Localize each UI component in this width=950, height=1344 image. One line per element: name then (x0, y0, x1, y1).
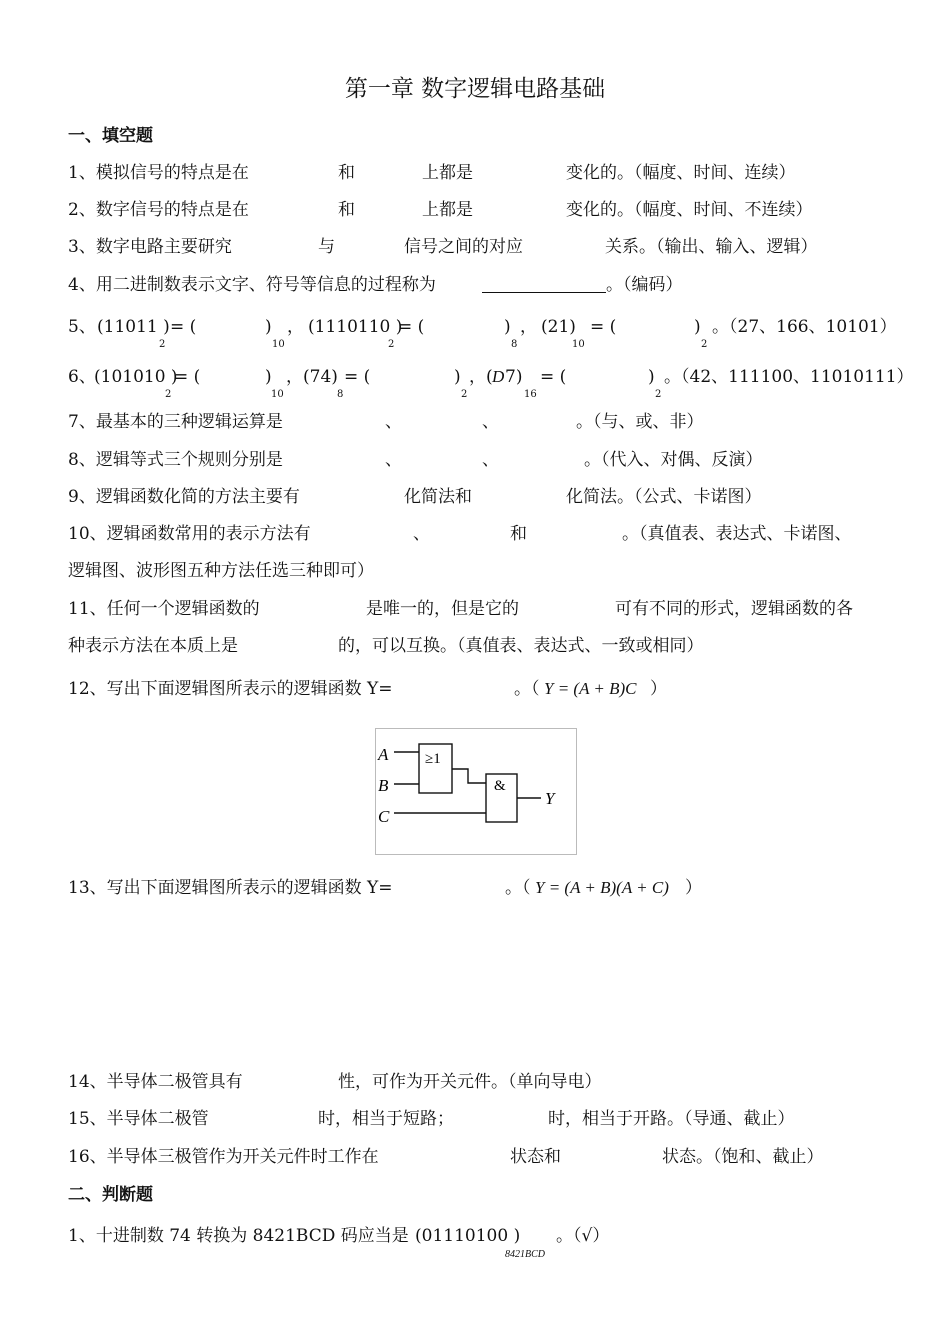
question-10-part-a: 10、逻辑函数常用的表示方法有 (68, 524, 311, 544)
question-16-part-a: 16、半导体三极管作为开关元件时工作在 (68, 1147, 379, 1167)
q5-sep-2: ， (520, 317, 537, 337)
question-1-part-a: 1、模拟信号的特点是在 (68, 163, 249, 183)
logic-diagram-svg (376, 729, 576, 854)
q6-answer: 。（42、111100、11010111） (664, 367, 914, 387)
question-15-part-c: 时，相当于开路。（导通、截止） (548, 1109, 795, 1129)
q5-close-3: ) (694, 317, 701, 337)
q5-base-4: 8 (511, 339, 518, 350)
question-14-part-a: 14、半导体二极管具有 (68, 1072, 243, 1092)
question-9-part-b: 化简法和 (404, 487, 472, 507)
q6-close-2: ) (454, 367, 461, 387)
judgement-1-part-b: 。（√） (556, 1226, 610, 1246)
question-12-part-b: 。（ (514, 679, 540, 699)
page-title: 第一章 数字逻辑电路基础 (344, 76, 606, 102)
q6-equals-1: = ( (174, 367, 201, 387)
question-11-part-e: 的，可以互换。（真值表、表达式、一致或相同） (338, 636, 704, 656)
question-7-part-c: 、 (482, 412, 499, 432)
q5-equals-1: = ( (170, 317, 197, 337)
question-13-part-b: 。（ (505, 878, 531, 898)
question-13-equation: Y = (A + B)(A + C) (535, 878, 669, 897)
question-2-part-c: 上都是 (422, 200, 473, 220)
q5-number-2: (1110110 ) (308, 317, 403, 337)
q5-base-2: 10 (272, 339, 285, 350)
question-11-part-c: 可有不同的形式，逻辑函数的各 (615, 599, 853, 619)
question-12-part-a: 12、写出下面逻辑图所表示的逻辑函数 Y= (68, 679, 393, 699)
question-1-part-c: 上都是 (422, 163, 473, 183)
question-1-part-b: 和 (338, 163, 355, 183)
question-6-label: 6、 (68, 367, 96, 387)
q6-number-1: (101010 ) (94, 367, 178, 387)
q6-close-1: ) (265, 367, 272, 387)
q5-number-3: (21) (541, 317, 576, 337)
q6-close-3: ) (648, 367, 655, 387)
question-3-part-d: 关系。（输出、输入、逻辑） (605, 237, 818, 257)
question-13-part-c: ） (685, 878, 702, 898)
question-12-equation: Y = (A + B)C (544, 679, 637, 698)
q6-base-5: 16 (524, 389, 537, 400)
judgement-1-base: 8421BCD (505, 1249, 545, 1260)
q5-sep-1: ， (287, 317, 304, 337)
or-gate-symbol: ≥1 (425, 751, 441, 767)
question-13-part-a: 13、写出下面逻辑图所表示的逻辑函数 Y= (68, 878, 393, 898)
q6-base-2: 10 (271, 389, 284, 400)
section-heading-fill-in: 一、填空题 (68, 126, 153, 146)
q6-base-4: 2 (461, 389, 468, 400)
question-1-part-d: 变化的。（幅度、时间、连续） (566, 163, 796, 183)
question-10-part-d: 。（真值表、表达式、卡诺图、 (622, 524, 852, 544)
q6-number-3-rest: 7) (505, 367, 523, 387)
question-12-part-c: ） (650, 679, 667, 699)
question-8-part-a: 8、逻辑等式三个规则分别是 (68, 450, 283, 470)
wire-or-output (452, 769, 486, 783)
judgement-1-number: (01110100 ) (415, 1226, 521, 1246)
q5-close-1: ) (265, 317, 272, 337)
q6-equals-3: = ( (540, 367, 567, 387)
question-7-part-b: 、 (385, 412, 402, 432)
question-15-part-b: 时，相当于短路； (318, 1109, 454, 1129)
input-b-label: B (378, 776, 389, 795)
question-10-part-e: 逻辑图、波形图五种方法任选三种即可） (68, 561, 374, 581)
q5-close-2: ) (504, 317, 511, 337)
question-3-part-c: 信号之间的对应 (404, 237, 523, 257)
q6-number-3-open: ( (486, 367, 493, 387)
question-2-part-b: 和 (338, 200, 355, 220)
question-4-part-a: 4、用二进制数表示文字、符号等信息的过程称为 (68, 275, 436, 295)
question-16-part-c: 状态。（饱和、截止） (662, 1147, 824, 1167)
question-16-part-b: 状态和 (510, 1147, 561, 1167)
q5-base-6: 2 (701, 339, 708, 350)
question-10-part-b: 、 (413, 524, 430, 544)
question-4-part-b: 。（编码） (606, 275, 683, 295)
question-10-part-c: 和 (510, 524, 527, 544)
question-7-part-d: 。（与、或、非） (576, 412, 704, 432)
input-a-label: A (378, 745, 389, 764)
question-9-part-a: 9、逻辑函数化简的方法主要有 (68, 487, 300, 507)
question-15-part-a: 15、半导体二极管 (68, 1109, 209, 1129)
q5-base-3: 2 (388, 339, 395, 350)
judgement-1-part-a: 1、十进制数 74 转换为 8421BCD 码应当是 (68, 1226, 409, 1246)
answer-blank-line (482, 292, 606, 293)
q6-sep-2: ， (469, 367, 486, 387)
q6-base-3: 8 (337, 389, 344, 400)
q6-number-3-letter: D (492, 367, 505, 386)
question-14-part-b: 性，可作为开关元件。（单向导电） (338, 1072, 602, 1092)
output-y-label: Y (545, 789, 555, 808)
q6-sep-1: ， (286, 367, 303, 387)
question-3-part-b: 与 (318, 237, 335, 257)
question-9-part-c: 化简法。（公式、卡诺图） (566, 487, 762, 507)
q5-equals-2: = ( (398, 317, 425, 337)
q5-base-5: 10 (572, 339, 585, 350)
question-8-part-d: 。（代入、对偶、反演） (584, 450, 763, 470)
q5-equals-3: = ( (590, 317, 617, 337)
q6-equals-2: = ( (344, 367, 371, 387)
q5-answer: 。（27、166、10101） (712, 317, 897, 337)
question-11-part-d: 种表示方法在本质上是 (68, 636, 238, 656)
question-11-part-a: 11、任何一个逻辑函数的 (68, 599, 260, 619)
q5-base-1: 2 (159, 339, 166, 350)
question-3-part-a: 3、数字电路主要研究 (68, 237, 232, 257)
q6-base-6: 2 (655, 389, 662, 400)
section-heading-true-false: 二、判断题 (68, 1185, 153, 1205)
question-8-part-c: 、 (482, 450, 499, 470)
and-gate-symbol: & (494, 778, 506, 794)
q5-number-1: (11011 ) (97, 317, 170, 337)
question-7-part-a: 7、最基本的三种逻辑运算是 (68, 412, 283, 432)
question-8-part-b: 、 (385, 450, 402, 470)
question-2-part-d: 变化的。（幅度、时间、不连续） (566, 200, 813, 220)
logic-diagram (375, 728, 577, 855)
question-5-label: 5、 (68, 317, 96, 337)
q6-base-1: 2 (165, 389, 172, 400)
q6-number-2: (74) (303, 367, 338, 387)
question-11-part-b: 是唯一的，但是它的 (366, 599, 519, 619)
question-2-part-a: 2、数字信号的特点是在 (68, 200, 249, 220)
input-c-label: C (378, 807, 390, 826)
